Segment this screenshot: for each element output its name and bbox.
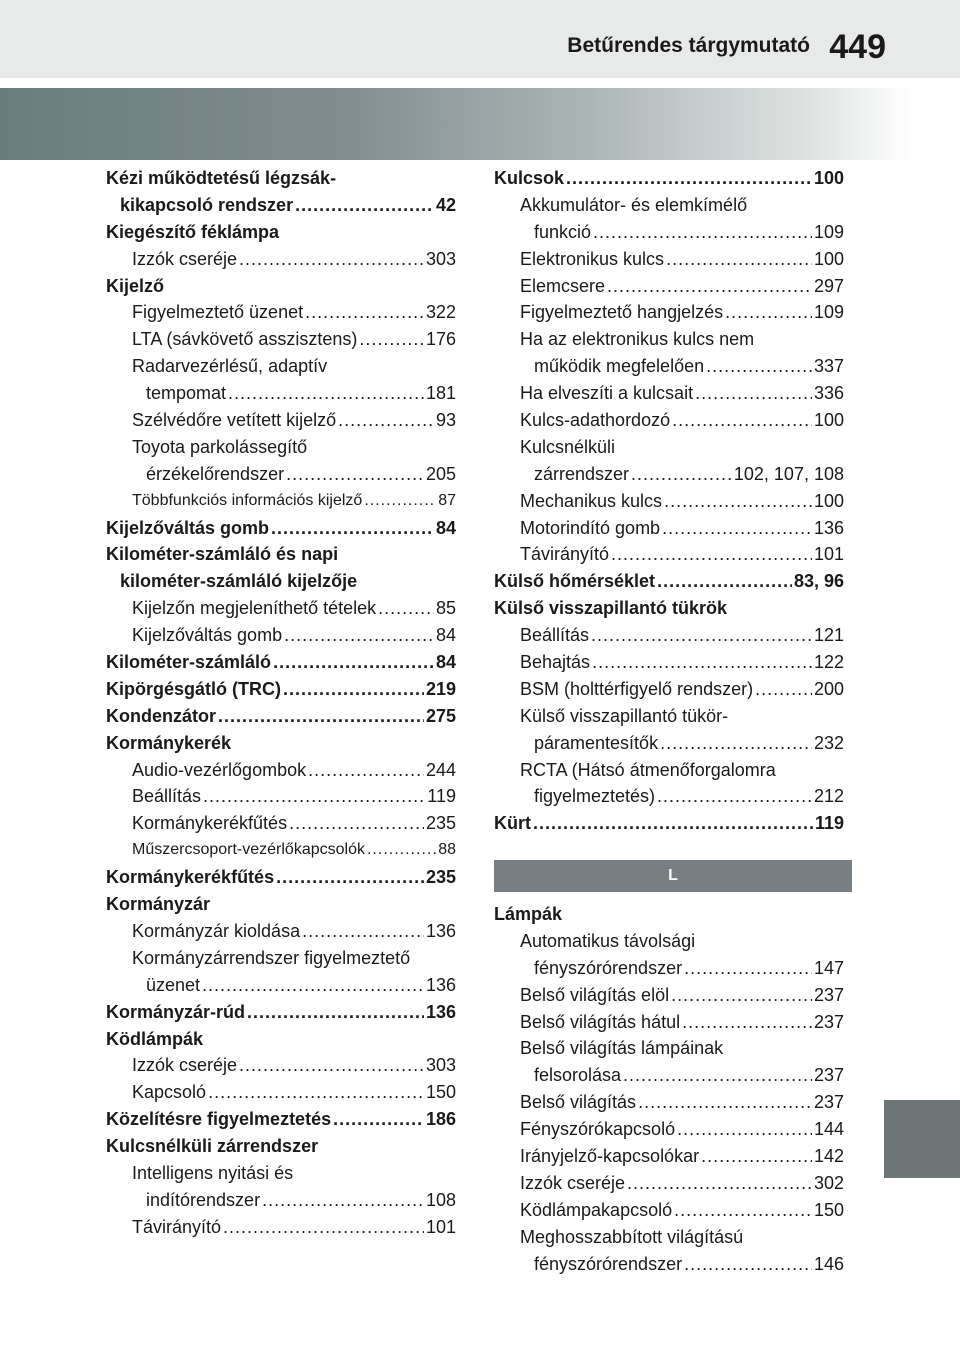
index-entry: Kormánykerék (106, 732, 232, 753)
entry-term: Belső világítás hátul (520, 1011, 681, 1032)
index-entry (106, 1052, 456, 1079)
index-entry (106, 703, 456, 730)
entry-page-ref: 136 (425, 920, 456, 941)
leader-dots (239, 246, 424, 273)
index-entry (106, 1214, 456, 1241)
entry-page-ref: 237 (813, 1065, 844, 1086)
leader-dots (662, 515, 812, 542)
index-entry: Kiegészítő féklámpa (106, 221, 280, 242)
entry-term: Műszercsoport-vezérlőkapcsolók (132, 841, 365, 859)
entry-page-ref: 275 (425, 705, 456, 726)
index-entry: Belső világítás lámpáinak (520, 1038, 724, 1059)
entry-page-ref: 219 (425, 678, 456, 699)
index-entry (106, 757, 456, 784)
leader-dots (695, 380, 812, 407)
index-entry (494, 219, 844, 246)
index-entry (494, 1170, 844, 1197)
entry-term: Kijelzőváltás gomb (106, 517, 270, 538)
leader-dots (725, 299, 812, 326)
index-entry (106, 1079, 456, 1106)
entry-page-ref: 102, 107, 108 (733, 463, 844, 484)
entry-term: Irányjelző-kapcsolókar (520, 1146, 700, 1167)
index-entry (106, 192, 456, 219)
entry-page-ref: 85 (435, 598, 456, 619)
entry-page-ref: 83, 96 (793, 571, 844, 592)
entry-term: Fényszórókapcsoló (520, 1119, 676, 1140)
entry-term: Belső világítás elöl (520, 984, 670, 1005)
index-entry (106, 246, 456, 273)
entry-term: Beállítás (132, 786, 202, 807)
entry-term: Kulcsok (494, 168, 565, 188)
index-entry (106, 810, 456, 837)
index-entry: Lámpák (494, 904, 563, 924)
entry-term: Belső világítás (520, 1092, 637, 1113)
entry-page-ref: 136 (425, 1001, 456, 1022)
entry-term: Beállítás (520, 625, 590, 646)
entry-page-ref: 302 (813, 1172, 844, 1193)
entry-page-ref: 122 (813, 652, 844, 673)
entry-term: Elemcsere (520, 275, 606, 296)
leader-dots (338, 407, 434, 434)
leader-dots (223, 1214, 424, 1241)
leader-dots (308, 757, 424, 784)
entry-page-ref: 109 (813, 302, 844, 323)
entry-term: Közelítésre figyelmeztetés (106, 1109, 332, 1130)
leader-dots (286, 461, 424, 488)
entry-term: fényszórórendszer (534, 957, 683, 978)
leader-dots (677, 1116, 812, 1143)
index-entry: Ködlámpák (106, 1028, 204, 1049)
index-entry (494, 165, 844, 192)
leader-dots (631, 461, 732, 488)
index-entry: Kézi működtetésű légzsák- (106, 168, 337, 188)
index-column-left (106, 165, 456, 1241)
leader-dots (239, 1052, 424, 1079)
index-entry: Kormányzár (106, 894, 211, 915)
index-entry (494, 783, 844, 810)
leader-dots (611, 541, 812, 568)
index-entry: Meghosszabbított világítású (520, 1226, 744, 1247)
index-entry (106, 783, 456, 810)
entry-page-ref: 88 (438, 841, 456, 859)
entry-page-ref: 205 (425, 463, 456, 484)
leader-dots (202, 972, 424, 999)
index-entry (494, 1251, 844, 1278)
entry-page-ref: 136 (425, 974, 456, 995)
entry-term: Távirányító (520, 544, 610, 565)
entry-term: Kormánykerékfűtés (132, 813, 288, 834)
index-entry (494, 299, 844, 326)
leader-dots (218, 703, 424, 730)
leader-dots (755, 676, 812, 703)
index-entry (494, 1197, 844, 1224)
entry-page-ref: 84 (435, 517, 456, 538)
index-entry (494, 649, 844, 676)
header-band (0, 0, 960, 78)
entry-page-ref: 84 (435, 625, 456, 646)
leader-dots (359, 326, 424, 353)
index-entry: Intelligens nyitási és (132, 1162, 294, 1183)
entry-term: Kürt (494, 813, 531, 834)
entry-term: Izzók cseréje (132, 1055, 238, 1076)
index-entry: Külső visszapillantó tükör- (520, 705, 729, 726)
leader-dots (364, 488, 436, 515)
entry-page-ref: 144 (813, 1119, 844, 1140)
index-entry (494, 541, 844, 568)
entry-page-ref: 121 (813, 625, 844, 646)
index-entry: Radarvezérlésű, adaptív (132, 356, 328, 377)
index-column-right-bottom (494, 901, 844, 1277)
leader-dots (302, 918, 424, 945)
leader-dots (378, 595, 434, 622)
index-entry (106, 999, 456, 1026)
entry-page-ref: 303 (425, 248, 456, 269)
index-entry: Akkumulátor- és elemkímélő (520, 194, 748, 215)
entry-page-ref: 93 (435, 410, 456, 431)
entry-term: Ködlámpakapcsoló (520, 1199, 673, 1220)
index-column-right-top (494, 165, 844, 837)
entry-page-ref: 244 (425, 759, 456, 780)
entry-term: Többfunkciós információs kijelző (132, 491, 363, 509)
entry-term: fényszórórendszer (534, 1253, 683, 1274)
entry-term: Kormánykerékfűtés (106, 867, 275, 888)
entry-page-ref: 101 (425, 1216, 456, 1237)
leader-dots (671, 982, 812, 1009)
entry-page-ref: 100 (813, 168, 844, 188)
entry-page-ref: 200 (813, 678, 844, 699)
entry-page-ref: 100 (813, 410, 844, 431)
index-entry (106, 1106, 456, 1133)
leader-dots (682, 1009, 812, 1036)
decorative-gradient-bar (0, 88, 960, 160)
leader-dots (333, 1106, 424, 1133)
index-entry (106, 1187, 456, 1214)
index-entry (106, 918, 456, 945)
entry-term: indítórendszer (146, 1189, 261, 1210)
index-entry (494, 568, 844, 595)
index-entry (494, 246, 844, 273)
index-entry (106, 676, 456, 703)
index-entry (494, 622, 844, 649)
index-entry (106, 488, 456, 515)
entry-term: Kilométer-számláló (106, 652, 272, 673)
entry-page-ref: 136 (813, 517, 844, 538)
index-entry: Automatikus távolsági (520, 930, 696, 951)
entry-term: Figyelmeztető üzenet (132, 302, 304, 323)
entry-page-ref: 336 (813, 383, 844, 404)
entry-page-ref: 150 (425, 1082, 456, 1103)
leader-dots (295, 192, 434, 219)
leader-dots (666, 246, 812, 273)
leader-dots (247, 999, 424, 1026)
leader-dots (289, 810, 424, 837)
section-title: Betűrendes tárgymutató (567, 34, 810, 57)
leader-dots (284, 622, 434, 649)
entry-page-ref: 100 (813, 248, 844, 269)
index-entry: Kilométer-számláló és napi (106, 544, 339, 565)
entry-term: felsorolása (534, 1065, 622, 1086)
entry-page-ref: 119 (427, 786, 456, 807)
leader-dots (566, 165, 812, 192)
entry-page-ref: 181 (425, 383, 456, 404)
index-entry (494, 1143, 844, 1170)
leader-dots (660, 730, 812, 757)
leader-dots (684, 955, 812, 982)
index-entry (106, 864, 456, 891)
index-entry (494, 1089, 844, 1116)
leader-dots (591, 622, 812, 649)
leader-dots (367, 837, 436, 864)
entry-term: Izzók cseréje (520, 1172, 626, 1193)
index-entry (106, 837, 456, 864)
entry-term: Kulcs-adathordozó (520, 410, 671, 431)
entry-term: Kipörgésgátló (TRC) (106, 678, 281, 699)
index-entry (494, 730, 844, 757)
leader-dots (657, 568, 792, 595)
entry-term: tempomat (146, 383, 227, 404)
entry-page-ref: 212 (813, 786, 844, 807)
index-entry: Toyota parkolássegítő (132, 436, 308, 457)
index-entry (494, 676, 844, 703)
index-entry (106, 326, 456, 353)
entry-page-ref: 337 (813, 356, 844, 377)
entry-page-ref: 303 (425, 1055, 456, 1076)
index-entry (494, 461, 844, 488)
index-entry (494, 488, 844, 515)
index-entry (106, 972, 456, 999)
index-entry: Kormányzárrendszer figyelmeztető (132, 947, 411, 968)
leader-dots (208, 1079, 424, 1106)
leader-dots (684, 1251, 812, 1278)
index-entry: kilométer-számláló kijelzője (120, 571, 358, 592)
leader-dots (203, 783, 425, 810)
entry-term: Kapcsoló (132, 1082, 207, 1103)
entry-term: páramentesítők (534, 732, 659, 753)
leader-dots (276, 864, 424, 891)
entry-page-ref: 108 (425, 1189, 456, 1210)
index-entry (106, 299, 456, 326)
entry-term: Külső hőmérséklet (494, 571, 656, 592)
entry-term: funkció (534, 221, 592, 242)
entry-term: Motorindító gomb (520, 517, 661, 538)
leader-dots (228, 380, 424, 407)
leader-dots (638, 1089, 812, 1116)
entry-page-ref: 119 (814, 813, 844, 834)
leader-dots (657, 783, 812, 810)
index-entry (106, 595, 456, 622)
leader-dots (593, 219, 812, 246)
index-entry (494, 1062, 844, 1089)
entry-page-ref: 87 (438, 491, 456, 509)
index-entry: Kulcsnélküli zárrendszer (106, 1136, 319, 1157)
entry-term: Kondenzátor (106, 705, 216, 726)
entry-page-ref: 146 (813, 1253, 844, 1274)
index-entry (106, 461, 456, 488)
index-entry (494, 515, 844, 542)
entry-page-ref: 186 (425, 1109, 456, 1130)
entry-page-ref: 142 (813, 1146, 844, 1167)
leader-dots (607, 273, 812, 300)
entry-page-ref: 235 (425, 813, 456, 834)
entry-page-ref: 237 (813, 984, 844, 1005)
entry-page-ref: 322 (425, 302, 456, 323)
index-entry (106, 622, 456, 649)
entry-page-ref: 176 (425, 329, 456, 350)
page-number: 449 (829, 28, 886, 66)
index-entry: Ha az elektronikus kulcs nem (520, 329, 755, 350)
leader-dots (283, 676, 424, 703)
index-entry: Külső visszapillantó tükrök (494, 598, 728, 619)
index-entry (494, 810, 844, 837)
entry-term: Kormányzár kioldása (132, 920, 301, 941)
entry-term: Audio-vezérlőgombok (132, 759, 307, 780)
entry-page-ref: 101 (813, 544, 844, 565)
entry-page-ref: 42 (435, 194, 456, 215)
leader-dots (706, 353, 812, 380)
leader-dots (664, 488, 812, 515)
index-entry (494, 955, 844, 982)
entry-term: Szélvédőre vetített kijelző (132, 410, 337, 431)
index-entry: Kijelző (106, 275, 165, 296)
entry-page-ref: 297 (813, 275, 844, 296)
entry-page-ref: 84 (435, 652, 456, 673)
entry-term: Figyelmeztető hangjelzés (520, 302, 724, 323)
index-entry (494, 1009, 844, 1036)
entry-page-ref: 100 (813, 490, 844, 511)
leader-dots (627, 1170, 812, 1197)
entry-page-ref: 147 (813, 957, 844, 978)
index-entry (494, 380, 844, 407)
entry-term: figyelmeztetés) (534, 786, 656, 807)
leader-dots (674, 1197, 812, 1224)
leader-dots (273, 649, 434, 676)
entry-term: Mechanikus kulcs (520, 490, 663, 511)
thumb-index-tab (884, 1100, 960, 1178)
index-entry (106, 380, 456, 407)
entry-term: Izzók cseréje (132, 248, 238, 269)
entry-term: Elektronikus kulcs (520, 248, 665, 269)
entry-term: LTA (sávkövető asszisztens) (132, 329, 358, 350)
index-entry (106, 649, 456, 676)
entry-page-ref: 237 (813, 1011, 844, 1032)
leader-dots (672, 407, 812, 434)
entry-term: BSM (holttérfigyelő rendszer) (520, 678, 754, 699)
entry-term: üzenet (146, 974, 201, 995)
index-entry (494, 982, 844, 1009)
entry-term: Kijelzőváltás gomb (132, 625, 283, 646)
entry-term: kikapcsoló rendszer (120, 194, 294, 215)
leader-dots (271, 515, 434, 542)
entry-page-ref: 109 (813, 221, 844, 242)
entry-term: érzékelőrendszer (146, 463, 285, 484)
entry-term: Kijelzőn megjeleníthető tételek (132, 598, 377, 619)
entry-term: működik megfelelően (534, 356, 705, 377)
leader-dots (592, 649, 812, 676)
index-entry (494, 273, 844, 300)
leader-dots (623, 1062, 812, 1089)
index-entry (494, 407, 844, 434)
entry-term: Távirányító (132, 1216, 222, 1237)
index-entry (494, 1116, 844, 1143)
index-entry (106, 515, 456, 542)
index-entry (494, 353, 844, 380)
index-entry: Kulcsnélküli (520, 436, 616, 457)
leader-dots (533, 810, 813, 837)
entry-page-ref: 237 (813, 1092, 844, 1113)
leader-dots (305, 299, 424, 326)
entry-page-ref: 235 (425, 867, 456, 888)
leader-dots (701, 1143, 812, 1170)
entry-page-ref: 150 (813, 1199, 844, 1220)
entry-term: Behajtás (520, 652, 591, 673)
section-letter-bar: L (494, 860, 852, 892)
entry-term: Kormányzár-rúd (106, 1001, 246, 1022)
entry-term: zárrendszer (534, 463, 630, 484)
entry-page-ref: 232 (813, 732, 844, 753)
leader-dots (262, 1187, 424, 1214)
index-entry (106, 407, 456, 434)
entry-term: Ha elveszíti a kulcsait (520, 383, 694, 404)
index-entry: RCTA (Hátsó átmenőforgalomra (520, 759, 776, 780)
